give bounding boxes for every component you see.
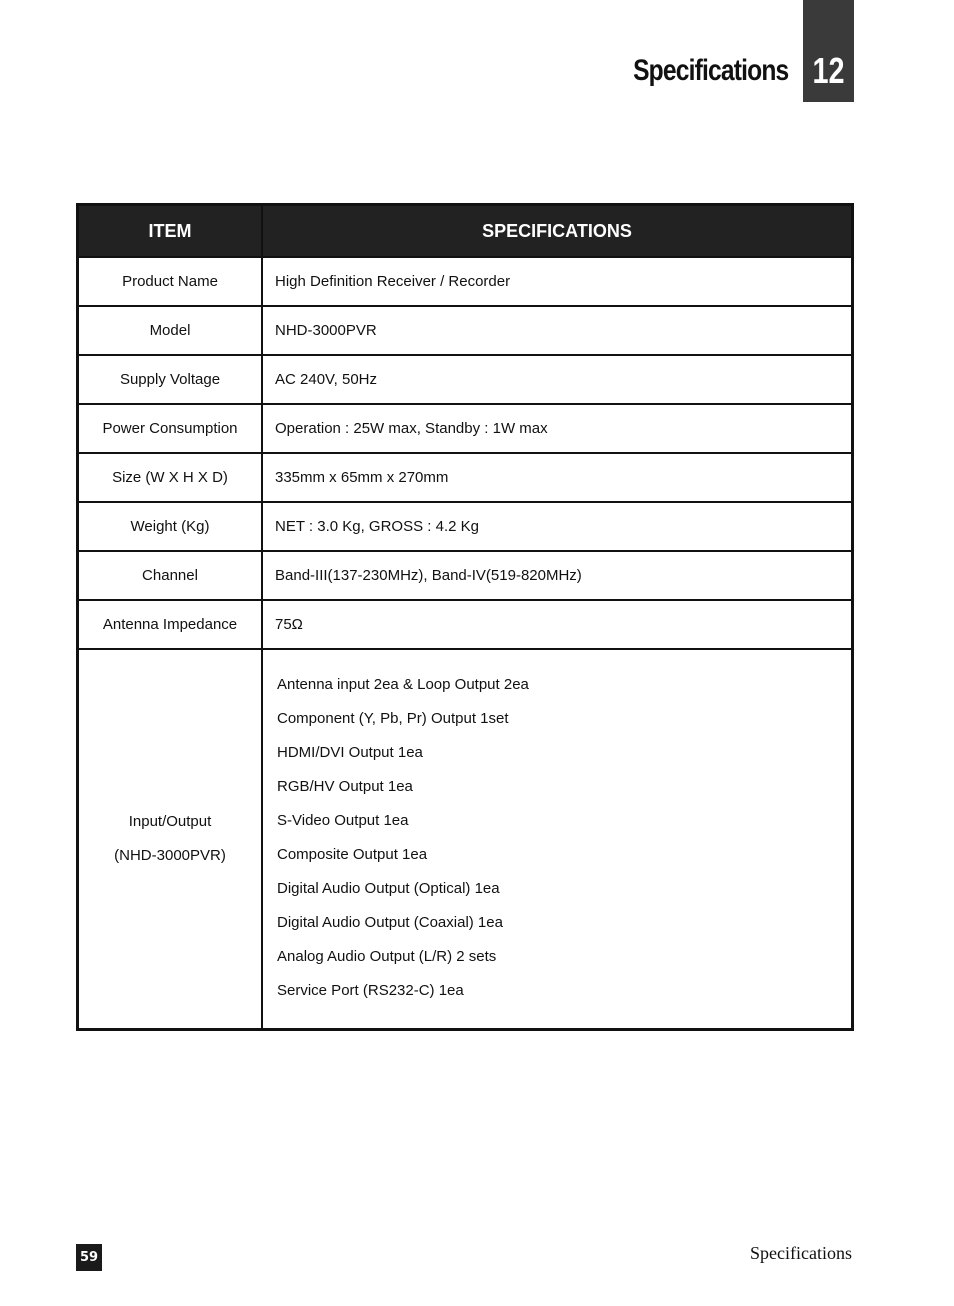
table-row (78, 257, 853, 306)
list-item: Component (Y, Pb, Pr) Output 1set (277, 710, 509, 727)
row-item-label: Channel (78, 551, 263, 600)
table-header-row (78, 205, 853, 258)
row-spec-value: Band-III(137-230MHz), Band-IV(519-820MHz) (262, 551, 853, 600)
list-item: Service Port (RS232-C) 1ea (277, 982, 464, 999)
chapter-badge (803, 0, 854, 102)
row-spec-value: 335mm x 65mm x 270mm (262, 453, 853, 502)
io-spec-list (263, 650, 851, 1028)
list-item: Antenna input 2ea & Loop Output 2ea (277, 676, 529, 693)
row-item-label (78, 649, 263, 1030)
table-row (78, 551, 853, 600)
table-row (78, 355, 853, 404)
column-header-item: ITEM (78, 205, 263, 258)
io-item-line-1: Input/Output (128, 813, 212, 830)
page-number: 59 (76, 1244, 102, 1271)
row-spec-value: NHD-3000PVR (262, 306, 853, 355)
table-row-input-output (78, 649, 853, 1030)
list-item: HDMI/DVI Output 1ea (277, 744, 423, 761)
table-row (78, 404, 853, 453)
row-item-label: Size (W X H X D) (78, 453, 263, 502)
chapter-number: 12 (812, 50, 845, 91)
row-spec-value: Operation : 25W max, Standby : 1W max (262, 404, 853, 453)
list-item: S-Video Output 1ea (277, 812, 409, 829)
row-spec-value: 75Ω (262, 600, 853, 649)
io-item-line-2: (NHD-3000PVR) (114, 847, 226, 864)
column-header-specifications: SPECIFICATIONS (262, 205, 853, 258)
list-item: Digital Audio Output (Optical) 1ea (277, 880, 500, 897)
row-spec-value: NET : 3.0 Kg, GROSS : 4.2 Kg (262, 502, 853, 551)
row-spec-value: High Definition Receiver / Recorder (262, 257, 853, 306)
list-item: Composite Output 1ea (277, 846, 428, 863)
table-row (78, 453, 853, 502)
table-row (78, 502, 853, 551)
table-row (78, 600, 853, 649)
footer-section-label: Specifications (750, 1243, 852, 1263)
row-item-label: Model (78, 306, 263, 355)
list-item: Analog Audio Output (L/R) 2 sets (277, 948, 497, 965)
table-row (78, 306, 853, 355)
page-title: Specifications (632, 54, 788, 87)
row-item-label: Power Consumption (78, 404, 263, 453)
row-spec-value (262, 649, 853, 1030)
row-item-label: Weight (Kg) (78, 502, 263, 551)
row-item-label: Product Name (78, 257, 263, 306)
list-item: Digital Audio Output (Coaxial) 1ea (277, 914, 503, 931)
row-item-label: Supply Voltage (78, 355, 263, 404)
row-spec-value: AC 240V, 50Hz (262, 355, 853, 404)
specifications-table (76, 203, 854, 1031)
row-item-label: Antenna Impedance (78, 600, 263, 649)
list-item: RGB/HV Output 1ea (277, 778, 413, 795)
